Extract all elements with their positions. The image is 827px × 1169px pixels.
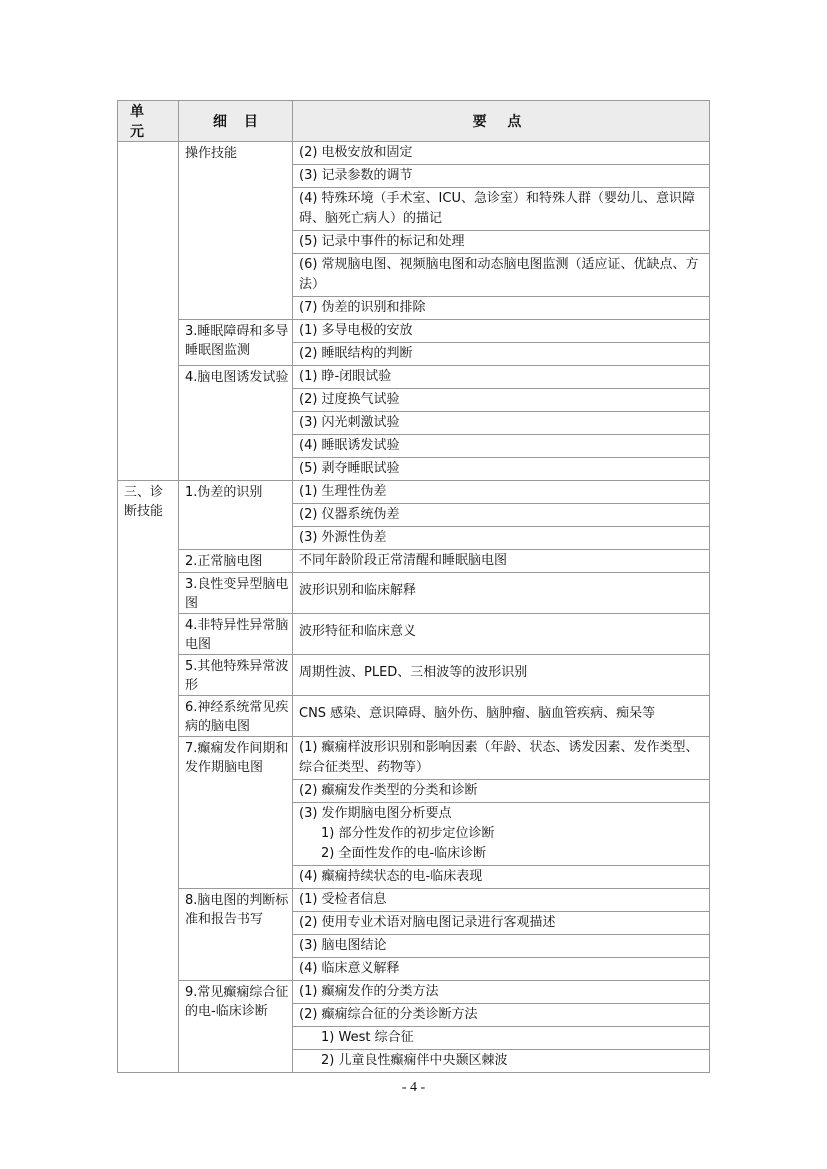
points-cell xyxy=(293,142,710,320)
point-line: (3) 脑电图结论 xyxy=(293,935,709,958)
sub-point: 2) 全面性发作的电-临床诊断 xyxy=(321,846,487,861)
points-cell xyxy=(293,550,710,573)
item-cell: 5.其他特殊异常波形 xyxy=(179,655,293,696)
table-row xyxy=(118,696,710,737)
item-cell: 7.癫痫发作间期和发作期脑电图 xyxy=(179,737,293,889)
point-line: (4) 临床意义解释 xyxy=(299,961,400,976)
table-row xyxy=(118,614,710,655)
point-line: (3) 外源性伪差 xyxy=(299,530,387,545)
header-unit: 单 元 xyxy=(118,101,179,142)
point-line: (2) 电极安放和固定 xyxy=(293,142,709,165)
item-cell: 4.脑电图诱发试验 xyxy=(179,366,293,481)
table-row xyxy=(118,481,710,550)
points-cell xyxy=(293,889,710,981)
unit-cell xyxy=(118,142,179,481)
points-cell xyxy=(293,737,710,889)
table-body xyxy=(118,142,710,1073)
table-row xyxy=(118,142,710,320)
item-cell: 操作技能 xyxy=(179,142,293,320)
item-cell: 2.正常脑电图 xyxy=(179,550,293,573)
points-cell xyxy=(293,655,710,696)
point-line: (1) 多导电极的安放 xyxy=(293,320,709,343)
points-cell xyxy=(293,320,710,366)
sub-point: 1) 部分性发作的初步定位诊断 xyxy=(321,826,495,841)
point-line: (1) 生理性伪差 xyxy=(293,481,709,504)
header-points: 要 点 xyxy=(293,101,710,142)
point-line: (6) 常规脑电图、视频脑电图和动态脑电图监测（适应证、优缺点、方法） xyxy=(293,254,709,297)
item-cell: 4.非特异性异常脑电图 xyxy=(179,614,293,655)
item-cell: 8.脑电图的判断标准和报告书写 xyxy=(179,889,293,981)
point-line: (2) 仪器系统伪差 xyxy=(293,504,709,527)
point-line: 周期性波、PLED、三相波等的波形识别 xyxy=(299,665,528,680)
sub-point: 2) 儿童良性癫痫伴中央颞区棘波 xyxy=(321,1053,508,1068)
point-line: 波形特征和临床意义 xyxy=(299,624,417,639)
item-cell: 3.睡眠障碍和多导睡眠图监测 xyxy=(179,320,293,366)
item-cell: 3.良性变异型脑电图 xyxy=(179,573,293,614)
point-line: (2) 过度换气试验 xyxy=(293,389,709,412)
point-line: (4) 癫痫持续状态的电-临床表现 xyxy=(299,869,483,884)
points-cell xyxy=(293,614,710,655)
point-line: (2) 癫痫综合征的分类诊断方法 xyxy=(293,1004,709,1027)
point-line: (2) 睡眠结构的判断 xyxy=(299,346,413,361)
table-row xyxy=(118,320,710,366)
point-line: 波形识别和临床解释 xyxy=(299,583,417,598)
point-line: (2) 使用专业术语对脑电图记录进行客观描述 xyxy=(293,912,709,935)
point-line: (7) 伪差的识别和排除 xyxy=(299,300,426,315)
point-line: (4) 特殊环境（手术室、ICU、急诊室）和特殊人群（婴幼儿、意识障碍、脑死亡病人）的描记 xyxy=(293,188,709,231)
table-row xyxy=(118,737,710,889)
item-cell: 9.常见癫痫综合征的电-临床诊断 xyxy=(179,981,293,1073)
unit-cell: 三、诊断技能 xyxy=(118,481,179,1073)
table-header-row xyxy=(118,101,710,142)
table-row xyxy=(118,573,710,614)
point-line: (1) 癫痫样波形识别和影响因素（年龄、状态、诱发因素、发作类型、综合征类型、药物等） xyxy=(293,737,709,780)
table-row xyxy=(118,655,710,696)
point-line xyxy=(293,803,709,866)
point-line: (1) 癫痫发作的分类方法 xyxy=(293,981,709,1004)
point-line xyxy=(293,1027,709,1050)
table-row xyxy=(118,981,710,1073)
point-line: (1) 受检者信息 xyxy=(293,889,709,912)
page-number: - 4 - xyxy=(401,1080,426,1095)
point-line: (5) 剥夺睡眠试验 xyxy=(299,461,400,476)
points-cell xyxy=(293,481,710,550)
syllabus-table xyxy=(117,100,710,1073)
table-row xyxy=(118,889,710,981)
point-line: (2) 癫痫发作类型的分类和诊断 xyxy=(293,780,709,803)
point-line: 不同年龄阶段正常清醒和睡眠脑电图 xyxy=(299,553,508,568)
points-cell xyxy=(293,573,710,614)
point-line xyxy=(293,1050,709,1072)
item-cell: 6.神经系统常见疾病的脑电图 xyxy=(179,696,293,737)
point-line: (3) 记录参数的调节 xyxy=(293,165,709,188)
points-cell xyxy=(293,981,710,1073)
points-cell xyxy=(293,696,710,737)
table-row xyxy=(118,550,710,573)
syllabus-sheet xyxy=(117,100,709,1073)
item-cell: 1.伪差的识别 xyxy=(179,481,293,550)
header-item: 细 目 xyxy=(179,101,293,142)
points-cell xyxy=(293,366,710,481)
sub-point: 1) West 综合征 xyxy=(321,1030,414,1045)
point-line: (3) 闪光刺激试验 xyxy=(293,412,709,435)
point-line: CNS 感染、意识障碍、脑外伤、脑肿瘤、脑血管疾病、痴呆等 xyxy=(299,706,656,721)
point-text: (3) 发作期脑电图分析要点 xyxy=(299,806,452,821)
table-row xyxy=(118,366,710,481)
point-line: (5) 记录中事件的标记和处理 xyxy=(293,231,709,254)
point-line: (4) 睡眠诱发试验 xyxy=(293,435,709,458)
point-line: (1) 睁-闭眼试验 xyxy=(293,366,709,389)
